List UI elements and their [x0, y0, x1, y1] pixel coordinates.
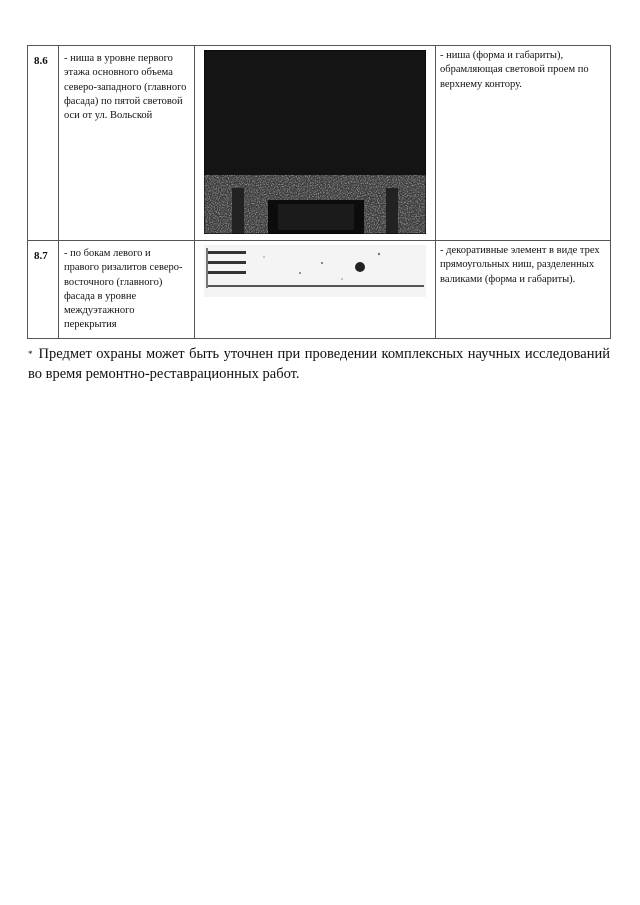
- subject-cell: [436, 46, 611, 241]
- niche-photo: [204, 50, 426, 234]
- row-description: - по бокам левого и правого ризалитов северо-восточного (главного) фасада в уровне междуэтажного перекрытия: [64, 248, 183, 331]
- row-subject: - декоративные элемент в виде трех прямоугольных ниш, разделенных валиками (форма и габариты).: [440, 245, 600, 285]
- row-number-cell: [28, 241, 59, 339]
- decorative-element-photo: [204, 245, 426, 297]
- row-number: 8.6: [34, 55, 48, 67]
- subject-cell: [436, 241, 611, 339]
- row-subject: - ниша (форма и габариты), обрамляющая световой проем по верхнему контору.: [440, 50, 589, 90]
- footnote: [28, 344, 610, 384]
- row-number: 8.7: [34, 250, 48, 262]
- table-row: [28, 46, 611, 241]
- row-description: - ниша в уровне первого этажа основного объема северо-западного (главного фасада) по пятой световой оси от ул. Вольской: [64, 53, 187, 122]
- footnote-text: Предмет охраны может быть уточнен при проведении комплексных научных исследований во время ремонтно-реставрационных работ.: [28, 346, 610, 382]
- table-row: [28, 241, 611, 339]
- description-cell: [59, 46, 195, 241]
- description-cell: [59, 241, 195, 339]
- protection-subjects-table: [27, 45, 611, 339]
- photo-cell: [195, 241, 436, 339]
- photo-cell: [195, 46, 436, 241]
- footnote-marker: *: [28, 349, 33, 359]
- row-number-cell: [28, 46, 59, 241]
